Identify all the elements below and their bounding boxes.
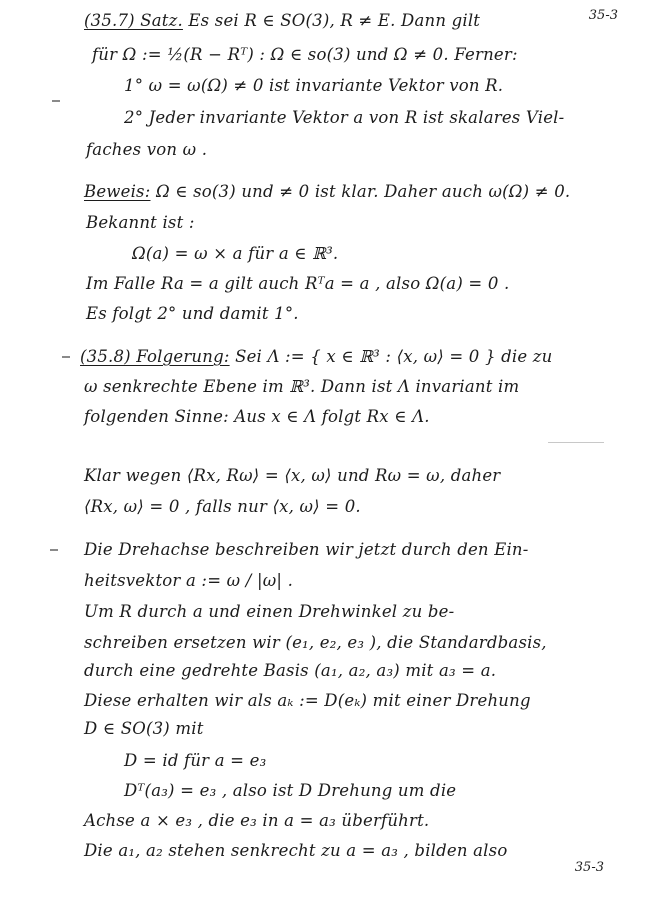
- drehachse-line-3: Um R durch a und einen Drehwinkel zu be-: [84, 602, 455, 621]
- satz-line-4: 2° Jeder invariante Vektor a von R ist skalares Viel-: [124, 108, 565, 127]
- page-number-top: 35-3: [588, 8, 618, 23]
- folgerung-line-2: ω senkrechte Ebene im ℝ³. Dann ist Λ invariant im: [84, 377, 520, 396]
- folgerung-heading-line: [80, 346, 552, 368]
- beweis-heading-line: [84, 181, 570, 203]
- folgerung-line-3: folgenden Sinne: Aus x ∈ Λ folgt Rx ∈ Λ.: [84, 407, 430, 426]
- drehachse-line-9: Dᵀ(a₃) = e₃ , also ist D Drehung um die: [124, 781, 457, 800]
- drehachse-line-2: heitsvektor a := ω / |ω| .: [84, 571, 294, 590]
- drehachse-line-6: Diese erhalten wir als aₖ := D(eₖ) mit einer Drehung: [84, 691, 531, 710]
- folgerung-label: (35.8) Folgerung:: [80, 347, 230, 366]
- klar-line-1: Klar wegen ⟨Rx, Rω⟩ = ⟨x, ω⟩ und Rω = ω, daher: [84, 466, 501, 485]
- scan-artifact-line: [548, 442, 604, 443]
- beweis-line-5: Es folgt 2° und damit 1°.: [86, 304, 299, 323]
- page-number-bottom: 35-3: [574, 860, 604, 875]
- beweis-line-4: Im Falle Ra = a gilt auch Rᵀa = a , also Ω(a) = 0 .: [86, 274, 510, 293]
- drehachse-line-7: D ∈ SO(3) mit: [84, 719, 204, 738]
- klar-line-2: ⟨Rx, ω⟩ = 0 , falls nur ⟨x, ω⟩ = 0.: [84, 497, 361, 516]
- drehachse-line-10: Achse a × e₃ , die e₃ in a = a₃ überführt.: [84, 811, 430, 830]
- margin-tick: [62, 356, 70, 358]
- margin-tick: [50, 549, 58, 551]
- margin-tick: [52, 100, 60, 102]
- satz-heading-line: [84, 10, 480, 32]
- drehachse-line-11: Die a₁, a₂ stehen senkrecht zu a = a₃ , bilden also: [84, 841, 508, 860]
- folgerung-line-1: Sei Λ := { x ∈ ℝ³ : ⟨x, ω⟩ = 0 } die zu: [235, 347, 553, 366]
- satz-line-5: faches von ω .: [86, 140, 208, 159]
- satz-line-1: Es sei R ∈ SO(3), R ≠ E. Dann gilt: [188, 11, 481, 30]
- drehachse-line-5: durch eine gedrehte Basis (a₁, a₂, a₃) mit a₃ = a.: [84, 661, 497, 680]
- beweis-line-2: Bekannt ist :: [86, 213, 195, 232]
- drehachse-line-8: D = id für a = e₃: [124, 751, 267, 770]
- drehachse-line-4: schreiben ersetzen wir (e₁, e₂, e₃ ), die Standardbasis,: [84, 633, 547, 652]
- beweis-line-1: Ω ∈ so(3) und ≠ 0 ist klar. Daher auch ω(Ω) ≠ 0.: [155, 182, 571, 201]
- beweis-line-3: Ω(a) = ω × a für a ∈ ℝ³.: [132, 244, 339, 263]
- drehachse-line-1: Die Drehachse beschreiben wir jetzt durch den Ein-: [84, 540, 529, 559]
- satz-label: (35.7) Satz.: [84, 11, 183, 30]
- satz-line-3: 1° ω = ω(Ω) ≠ 0 ist invariante Vektor von R.: [124, 76, 504, 95]
- beweis-label: Beweis:: [84, 182, 151, 201]
- satz-line-2: für Ω := ½(R − Rᵀ) : Ω ∈ so(3) und Ω ≠ 0. Ferner:: [92, 45, 518, 64]
